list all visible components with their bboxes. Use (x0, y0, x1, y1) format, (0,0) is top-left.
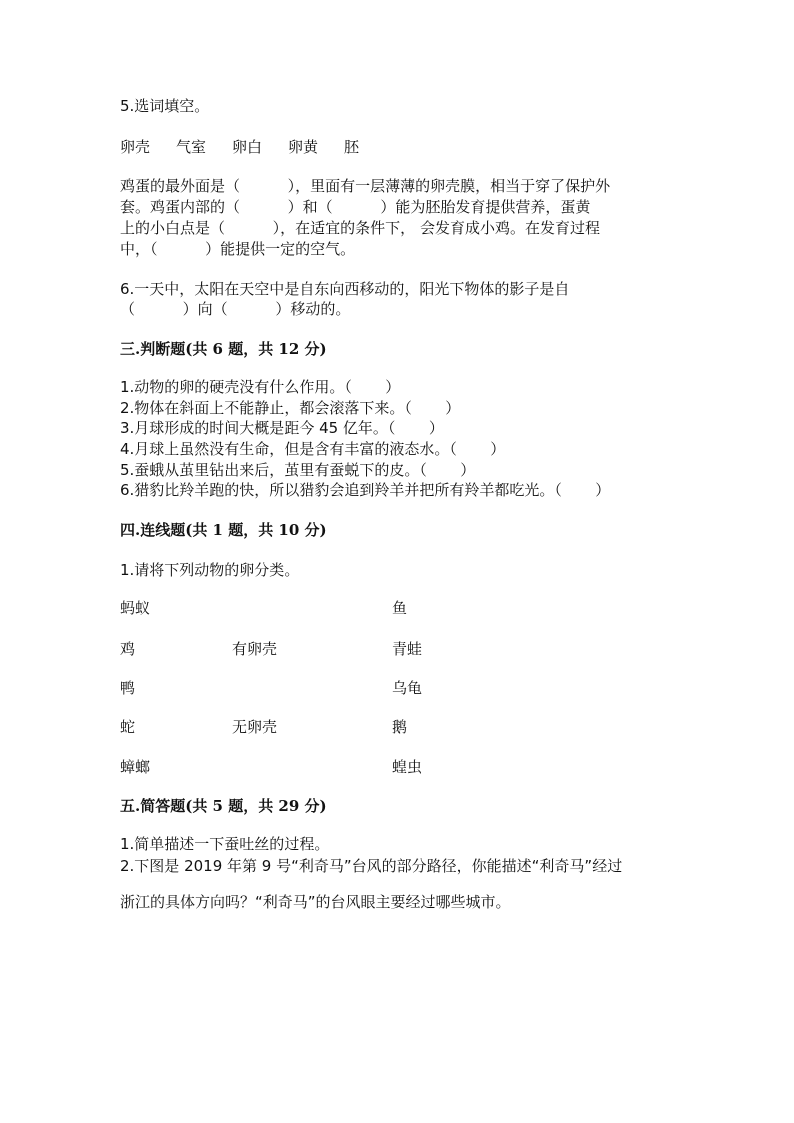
word-option: 气室 (176, 138, 207, 156)
short-answer-question-continued: 浙江的具体方向吗？“利奇马”的台风眼主要经过哪些城市。 (120, 893, 511, 911)
q5-line: 中，（ ）能提供一定的空气。 (120, 240, 356, 258)
q5-line: 上的小白点是（ ），在适宜的条件下， 会发育成小鸡。在发育过程 (120, 219, 600, 237)
list-item: 2.物体在斜面上不能静止，都会滚落下来。（ ） (120, 399, 461, 417)
q5-line: 鸡蛋的最外面是（ ），里面有一层薄薄的卵壳膜，相当于穿了保护外 (120, 177, 611, 195)
short-answer-question: 2.下图是 2019 年第 9 号“利奇马”台风的部分路径，你能描述“利奇马”经过 (120, 857, 623, 875)
list-item: 4.月球上虽然没有生命，但是含有丰富的液态水。（ ） (120, 440, 506, 458)
section-heading: 五.简答题(共 5 题，共 29 分) (120, 797, 327, 815)
list-item: 5.蚕蛾从茧里钻出来后，茧里有蚕蜕下的皮。（ ） (120, 461, 476, 479)
list-item: 6.猎豹比羚羊跑的快，所以猎豹会追到羚羊并把所有羚羊都吃光。（ ） (120, 481, 611, 499)
matching-left-item: 蟑螂 (120, 758, 151, 776)
matching-left-item: 鸡 (120, 640, 136, 658)
matching-middle-item: 有卵壳 (232, 640, 278, 658)
q5-title: 5.选词填空。 (120, 97, 210, 115)
word-option: 卵白 (232, 138, 263, 156)
word-option: 卵壳 (120, 138, 151, 156)
word-option: 卵黄 (288, 138, 319, 156)
matching-right-item: 鱼 (392, 599, 408, 617)
matching-middle-item: 无卵壳 (232, 718, 278, 736)
short-answer-question: 1.简单描述一下蚕吐丝的过程。 (120, 835, 330, 853)
matching-right-item: 鹅 (392, 718, 408, 736)
matching-right-item: 蝗虫 (392, 758, 423, 776)
q6-line: （ ）向（ ）移动的。 (120, 300, 351, 318)
q6-line: 6.一天中，太阳在天空中是自东向西移动的，阳光下物体的影子是自 (120, 280, 570, 298)
q5-line: 套。鸡蛋内部的（ ）和（ ）能为胚胎发育提供营养，蛋黄 (120, 198, 591, 216)
matching-left-item: 蚂蚁 (120, 599, 151, 617)
section-heading: 三.判断题(共 6 题，共 12 分) (120, 340, 327, 358)
list-item: 3.月球形成的时间大概是距今 45 亿年。（ ） (120, 419, 444, 437)
list-item: 1.动物的卵的硬壳没有什么作用。（ ） (120, 378, 401, 396)
matching-left-item: 鸭 (120, 679, 136, 697)
matching-left-item: 蛇 (120, 718, 136, 736)
word-option: 胚 (344, 138, 360, 156)
matching-right-item: 乌龟 (392, 679, 423, 697)
matching-right-item: 青蛙 (392, 640, 423, 658)
matching-instruction: 1.请将下列动物的卵分类。 (120, 561, 300, 579)
section-heading: 四.连线题(共 1 题，共 10 分) (120, 521, 327, 539)
